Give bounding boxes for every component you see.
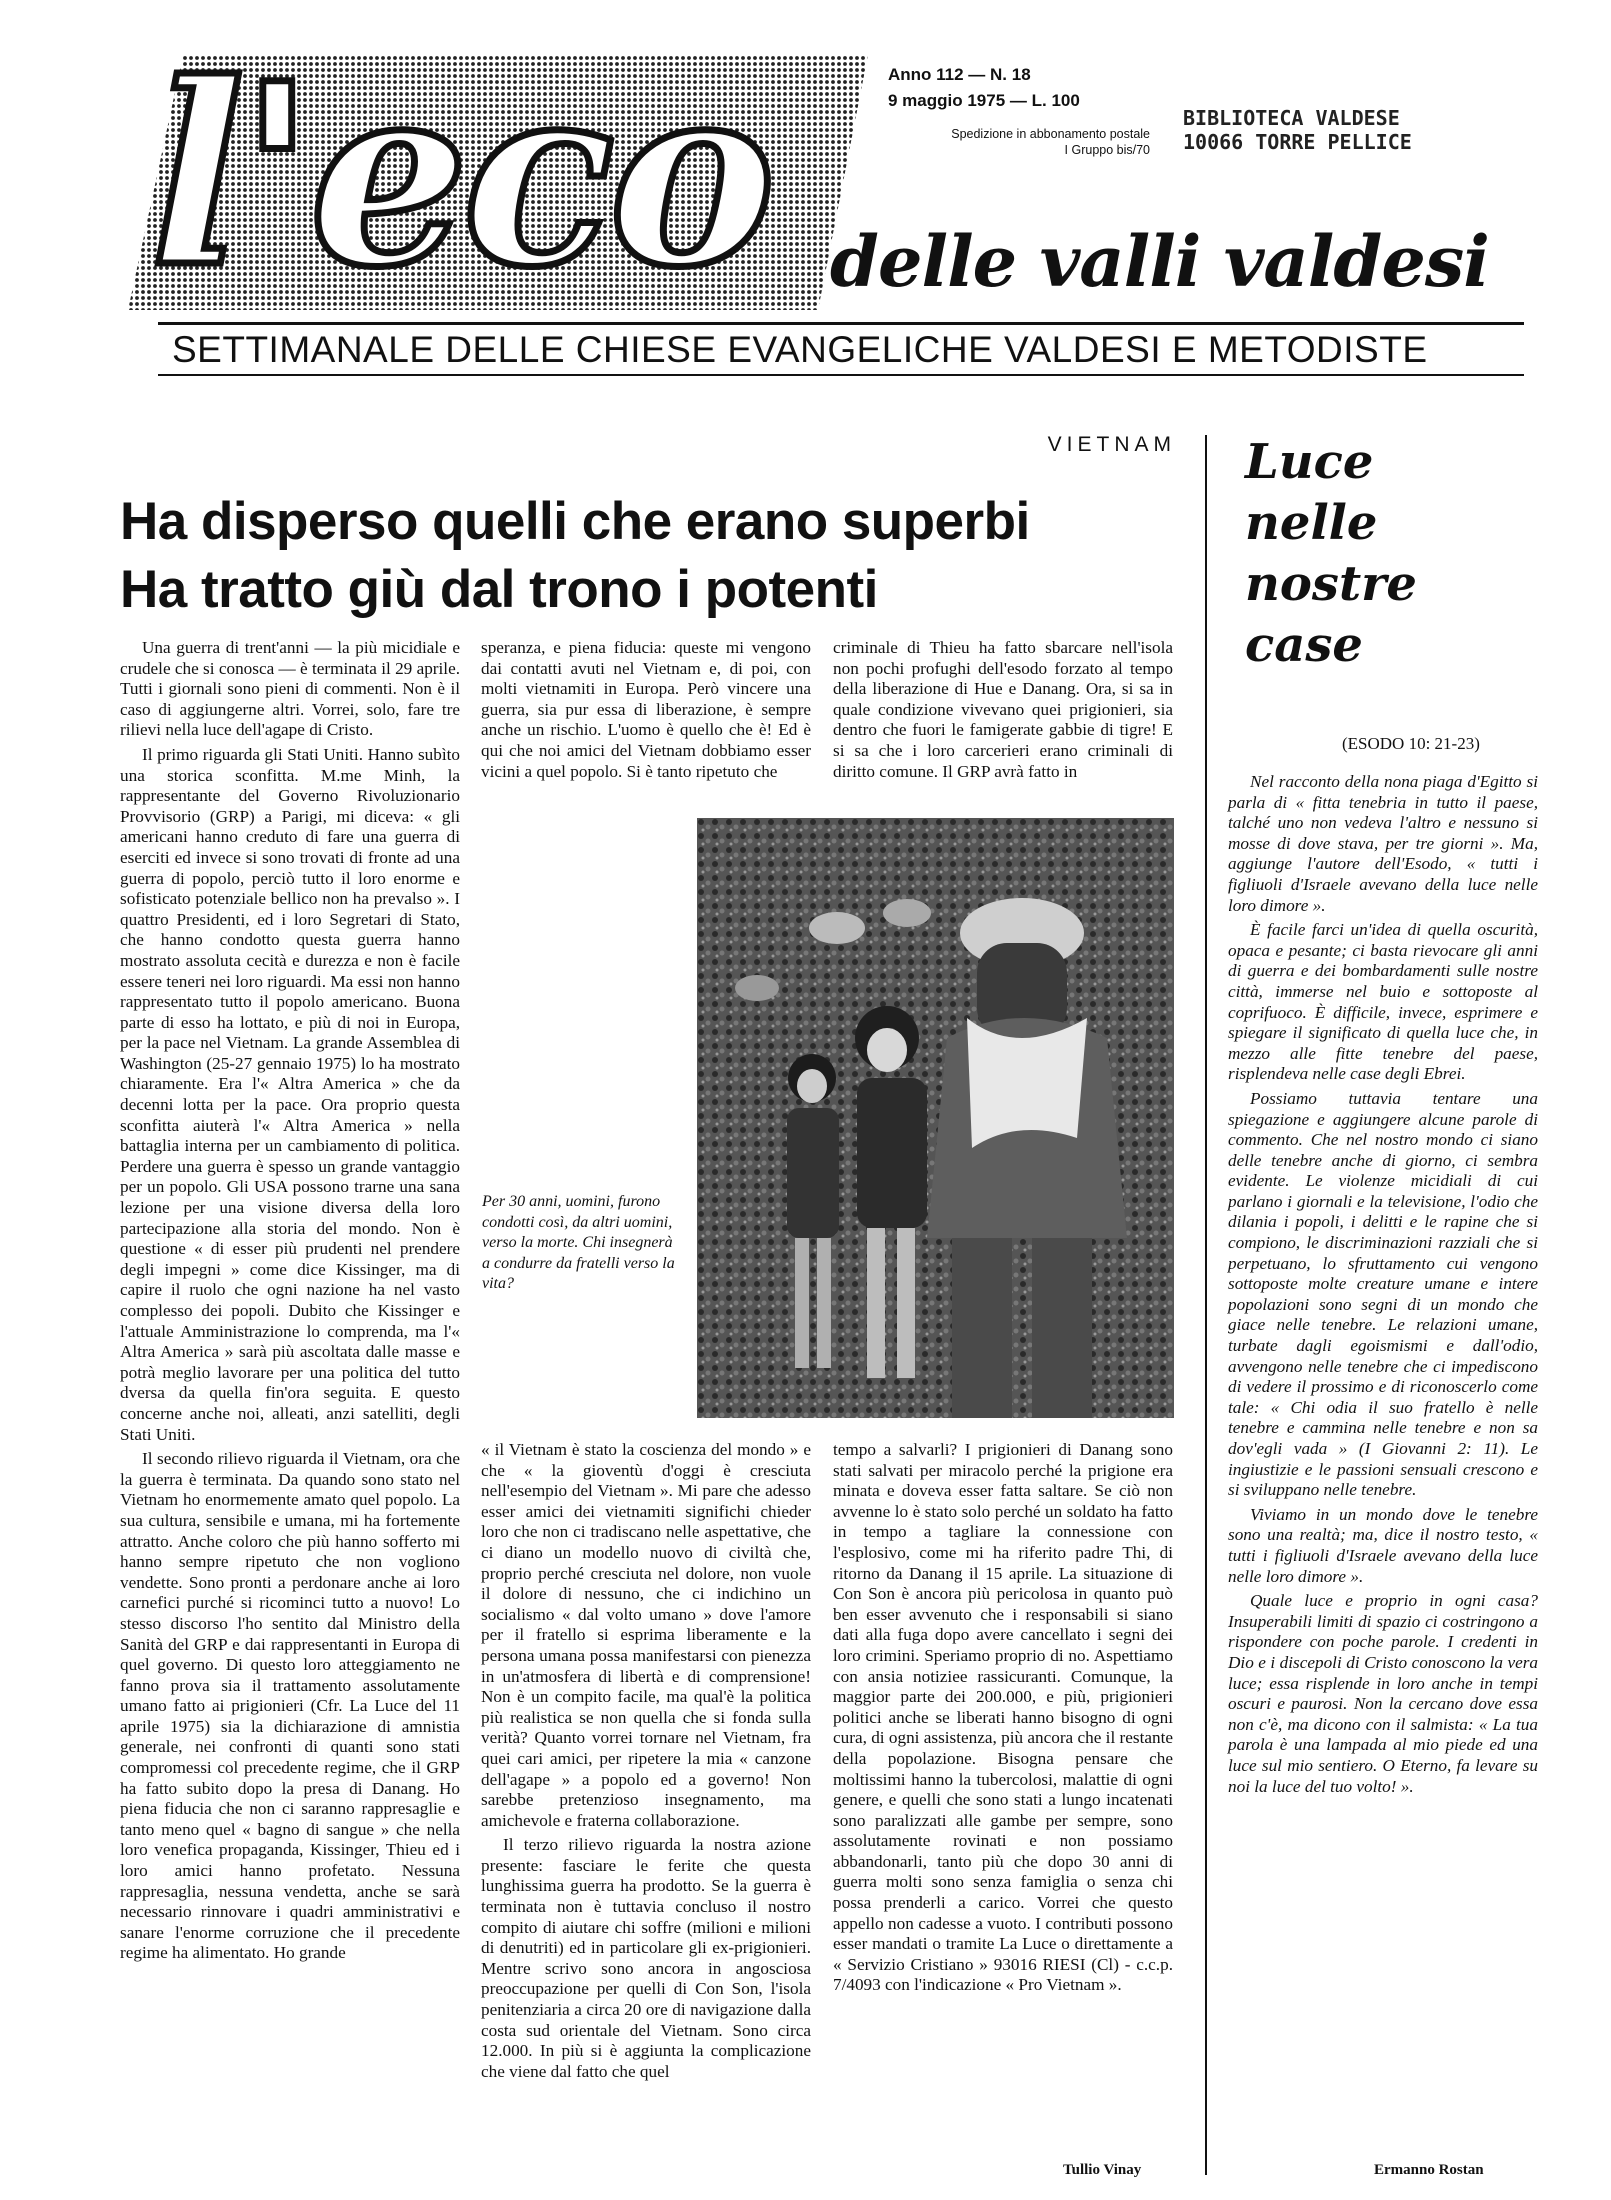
issue-info — [888, 62, 1080, 114]
paragraph: Nel racconto della nona piaga d'Egitto si parla di « fitta tenebria in tutto il paese, talché uno non vedeva l'altro e nessuno si mosse di dove stava, per tre giorni ». Ma, aggiunge l'autore dell'Esodo, « tutti i figliuoli d'Israele avevano della luce nelle loro dimore ». — [1228, 772, 1538, 915]
headline-line-2: Ha tratto giù dal trono i potenti — [120, 560, 878, 619]
column-divider — [1205, 435, 1207, 2175]
paragraph: Una guerra di trent'anni — la più micidiale e crudele che si conosca — è terminata il 29 aprile. Tutti i giornali sono pieni di commenti. Non è il caso di aggiungerne altri. Vorrei, solo, fare tre rilievi nella luce dell'agape di Cristo. — [120, 638, 460, 740]
sidebar-title-line-3: nostre case — [1245, 556, 1417, 673]
article-signature: Tullio Vinay — [1063, 2162, 1142, 2178]
sidebar-title-line-2: nelle — [1245, 495, 1378, 551]
sidebar-column — [1228, 772, 1538, 2157]
sidebar-title-line-1: Luce — [1245, 434, 1374, 490]
masthead-rule-top — [158, 322, 1524, 325]
paragraph: Il terzo rilievo riguarda la nostra azione presente: fasciare le ferite che questa lunghissima guerra ha prodotto. Se la guerra è terminata non è tuttavia concluso il nostro compito di aiutare chi soffre (milioni e milioni di denutriti) ed in particolare gli ex-prigionieri. Mentre scrivo sono ancora in angosciosa preoccupazione per quelli di Con Son, l'isola penitenziaria a circa 20 ore di navigazione dalla costa sud orientale del Vietnam. Sono circa 12.000. In più si è aggiunta la complicazione che viene dal fatto che quel — [481, 1835, 811, 2081]
postal-info — [860, 126, 1150, 158]
postal-line: Spedizione in abbonamento postale — [951, 127, 1150, 141]
postal-group: I Gruppo bis/70 — [1064, 143, 1150, 157]
stamp-line-2: 10066 TORRE PELLICE — [1183, 130, 1412, 154]
section-label: VIETNAM — [1047, 433, 1176, 456]
photo-caption: Per 30 anni, uomini, furono condotti così, da altri uomini, verso la morte. Chi insegnerà a condurre da fratelli verso la vita? — [482, 1193, 675, 1292]
sidebar-signature: Ermanno Rostan — [1374, 2162, 1484, 2178]
paragraph: Quale luce e proprio in ogni casa? Insuperabili limiti di spazio ci costringono a rispondere con poche parole. I credenti in Dio e i discepoli di Cristo conoscono la vera luce; essa risplende in loro anche in tempi oscuri e paurosi. Non la cercano dove essa non c'è, ma dicono con il salmista: « La tua parola è una lampada al mio piede ed una luce sul mio sentiero. O Eterno, fa levare su noi la luce del tuo volto! ». — [1228, 1591, 1538, 1796]
paragraph: Possiamo tuttavia tentare una spiegazione e aggiungere alcune parole di commento. Che nel nostro mondo ci siano delle tenebre anche di giorno, ci sembra evidente. Le violenze micidiali di cui parlano i giornali e la televisione, l'odio che dilania i popoli, i delitti e le rapine che si compiono, le discriminazioni razziali che si perpetuano, lo sfruttamento cui vengono sottoposte molte creature umane e intere popolazioni sono segni di un mondo che giace nelle tenebre. Le relazioni umane, turbate dagli egoismismi e dall'odio, avvengono nelle tenebre che ci impediscono di vedere il prossimo e di riconoscerlo come tale: « Chi odia il suo fratello è nelle tenebre e cammina nelle tenebre e non sa dov'egli vada » (I Giovanni 2: 11). Le ingiustizie e le passioni sensuali crescono e si sviluppano nelle tenebre. — [1228, 1088, 1538, 1500]
paragraph: speranza, e piena fiducia: queste mi vengono dai contatti avuti nel Vietnam e, di poi, con molti vietnamiti in Europa. Però vincere una guerra, sia pur essa di liberazione, è sempre anche un rischio. L'uomo è quello che è! Ed è qui che noi amici del Vietnam dobbiamo esser vicini a quel popolo. Si è tanto ripetuto che — [481, 638, 811, 781]
masthead-tagline: SETTIMANALE DELLE CHIESE EVANGELICHE VALDESI E METODISTE — [172, 329, 1428, 370]
stamp-line-1: BIBLIOTECA VALDESE — [1183, 106, 1400, 130]
scripture-reference: (ESODO 10: 21-23) — [1342, 734, 1480, 753]
article-column-2-bottom — [481, 1440, 811, 2140]
article-headline — [120, 488, 1180, 624]
headline-line-1: Ha disperso quelli che erano superbi — [120, 492, 1030, 551]
paragraph: È facile farci un'idea di quella oscurità, opaca e pesante; ci basta rievocare gli anni di guerra e dei bombardamenti sulle nostre città, immerse nel buio e sottoposte al coprifuoco. È difficile, invece, esprimere e spiegare il significato di quella luce che, in mezzo alle fitte tenebre del paese, risplendeva nelle case degli Ebrei. — [1228, 920, 1538, 1084]
masthead-rule-bottom — [158, 374, 1524, 376]
paragraph: « il Vietnam è stato la coscienza del mondo » e che « la gioventù d'oggi è cresciuta nell'esempio del Vietnam ». Mi pare che adesso esser amici dei vietnamiti significhi chieder loro che non ci tradiscano nelle aspettative, che ci diano un modello nuovo di civiltà che, proprio perché cresciuta nel dolore, non vuole il dolore di nessuno, che ci indichino un socialismo « dal volto umano » dove l'amore per il fratello si esprima liberamente e la persona umana possa manifestarsi con pienezza in un'atmosfera di libertà e di comprensione! Non è un compito facile, ma qual'è la politica più realistica se non quella che si fonda sulla verità? Quanto vorrei tornare nel Vietnam, fra quei cari amici, per ripetere la mia « canzone dell'agape » a popolo ed a governo! Non sarebbe pretenzioso insegnamento, ma amichevole e fraterna collaborazione. — [481, 1440, 811, 1830]
masthead-logo: l'eco — [150, 28, 770, 322]
paragraph: criminale di Thieu ha fatto sbarcare nell'isola non pochi profughi dell'esodo forzato al tempo della liberazione di Hue e Danang. Ora, si sa in quale condizione vivevano quei prigionieri, sia dentro che fuori le famigerate gabbie di tigre! E si sa che i loro carcerieri erano criminali di diritto comune. Il GRP avrà fatto in — [833, 638, 1173, 781]
paragraph: tempo a salvarli? I prigionieri di Danang sono stati salvati per miracolo perché la prigione era minata e doveva esser fatta saltare. Se ciò non avvenne lo è stato solo perché un soldato ha fatto in tempo a tagliare la connessione con l'esplosivo, come mi ha riferito padre Thi, di ritorno da Danang il 15 aprile. La situazione di Con Son è ancora più pericolosa in quanto può ben esser avvenuto che i responsabili si siano dati alla fuga dopo avere cancellato i segni dei loro crimini. Speriamo proprio di no. Aspettiamo con ansia notiziee rassicuranti. Comunque, la maggior parte dei 200.000, e più, prigionieri politici anche se liberati hanno bisogno di ogni cura, di ogni assistenza, più ancora che il restante della popolazione. Bisogna pensare che moltissimi hanno la tubercolosi, malattie di ogni genere, e quelli che sono stati a lungo incatenati sono paralizzati alle gambe per sempre, sono assolutamente rovinati e non possiamo abbandonarli, tanto più che dopo 30 anni di guerra molti sono senza famiglia o senza chi possa prenderli a carico. Vorrei che questo appello non cadesse a vuoto. I contributi possono esser mandati o tramite La Luce o direttamente a « Servizio Cristiano » 93016 RIESI (Cl) - c.c.p. 7/4093 con l'indicazione « Pro Vietnam ». — [833, 1440, 1173, 1995]
issue-number: Anno 112 — N. 18 — [888, 65, 1031, 84]
paragraph: Il primo riguarda gli Stati Uniti. Hanno subìto una storica sconfitta. M.me Minh, la rappresentante del Governo Rivoluzionario Provvisorio (GRP) a Parigi, mi diceva: « gli americani hanno creduto di fare una guerra di eserciti ed invece si sono trovati di fronte ad una guerra di popolo, perciò tutto il loro enorme e sofisticato potenziale bellico non ha prevalso ». I quattro Presidenti, ed i loro Segretari di Stato, che hanno condotto questa guerra hanno mostrato assoluta cecità e durezza e non è facile essere teneri nei loro riguardi. Ma essi non hanno rappresentato tutto il popolo americano. Buona parte di esso ha lottato, e più di noi in Europa, per la pace nel Vietnam. La grande Assemblea di Washington (25-27 gennaio 1975) lo ha mostrato chiaramente. Era l'« Altra America » che da decenni lotta per la pace. Ora proprio questa sconfitta aiuterà l'« Altra America » nella battaglia interna per un cambiamento di politica. Perdere una guerra è spesso un grande vantaggio per un popolo. Gli USA possono trarne una sana lezione per una visione diversa della loro partecipazione alla storia del mondo. Non è questione « di esser più prudenti nel prendere degli impegni » come dice Kissinger, ma di capire il ruolo che ogni nazione ha nel vasto complesso dei popoli. Dubito che Kissinger e l'attuale Amministrazione lo comprenda, ma l'« Altra America » sarà più ascoltata dalle masse e potrà meglio lavorare per una politica del tutto dversa da quella fin'ora seguita. E questo concerne anche noi, alleati, anzi satelliti, degli Stati Uniti. — [120, 744, 460, 1444]
article-column-3-bottom — [833, 1440, 1173, 2140]
article-column-3-top — [833, 638, 1173, 808]
issue-date-price: 9 maggio 1975 — L. 100 — [888, 91, 1080, 110]
paragraph: Viviamo in un mondo dove le tenebre sono una realtà; ma, dice il nostro testo, « tutti i figliuoli d'Israele avevano della luce nelle loro dimore ». — [1228, 1504, 1538, 1586]
library-stamp — [1183, 106, 1412, 154]
masthead-subtitle: delle valli valdesi — [830, 220, 1489, 303]
article-column-2-top — [481, 638, 811, 808]
article-column-1 — [120, 638, 460, 2168]
paragraph: Il secondo rilievo riguarda il Vietnam, ora che la guerra è terminata. Da quando sono stato nel Vietnam ho enormemente amato quel popolo. La sua cultura, sensibile e umana, mi ha fortemente attratto. Anche coloro che più hanno sofferto mi hanno sempre ripetuto che non vogliono vendette. Sono pronti a perdonare anche ai loro carnefici purché si ricominci tutto a nuovo! Lo stesso discorso l'ho sentito dal Ministro della Sanità del GRP e dai rappresentanti in Europa di quel governo. Di questo loro atteggiamento ne fanno prova sia il trattamento assolutamente umano fatto ai prigionieri (Cfr. La Luce del 11 aprile 1975) sia la dichiarazione di amnistia generale, nei confronti di quanti sono stati compromessi col precedente regime, che il GRP ha fatto subito dopo la presa di Danang. Ho piena fiducia che non ci saranno rappresaglie e tanto meno quel « bagno di sangue » che nella loro venefica propaganda, Kissinger, Thieu ed i loro amici hanno profetato. Nessuna rappresaglia, nessuna vendetta, anche se sarà necessario rinnovare i quadri amministrativi e sanare l'enorme corruzione che il precedente regime ha alimentato. Ho grande — [120, 1449, 460, 1963]
sidebar-title — [1245, 432, 1545, 676]
article-photo — [697, 818, 1174, 1418]
